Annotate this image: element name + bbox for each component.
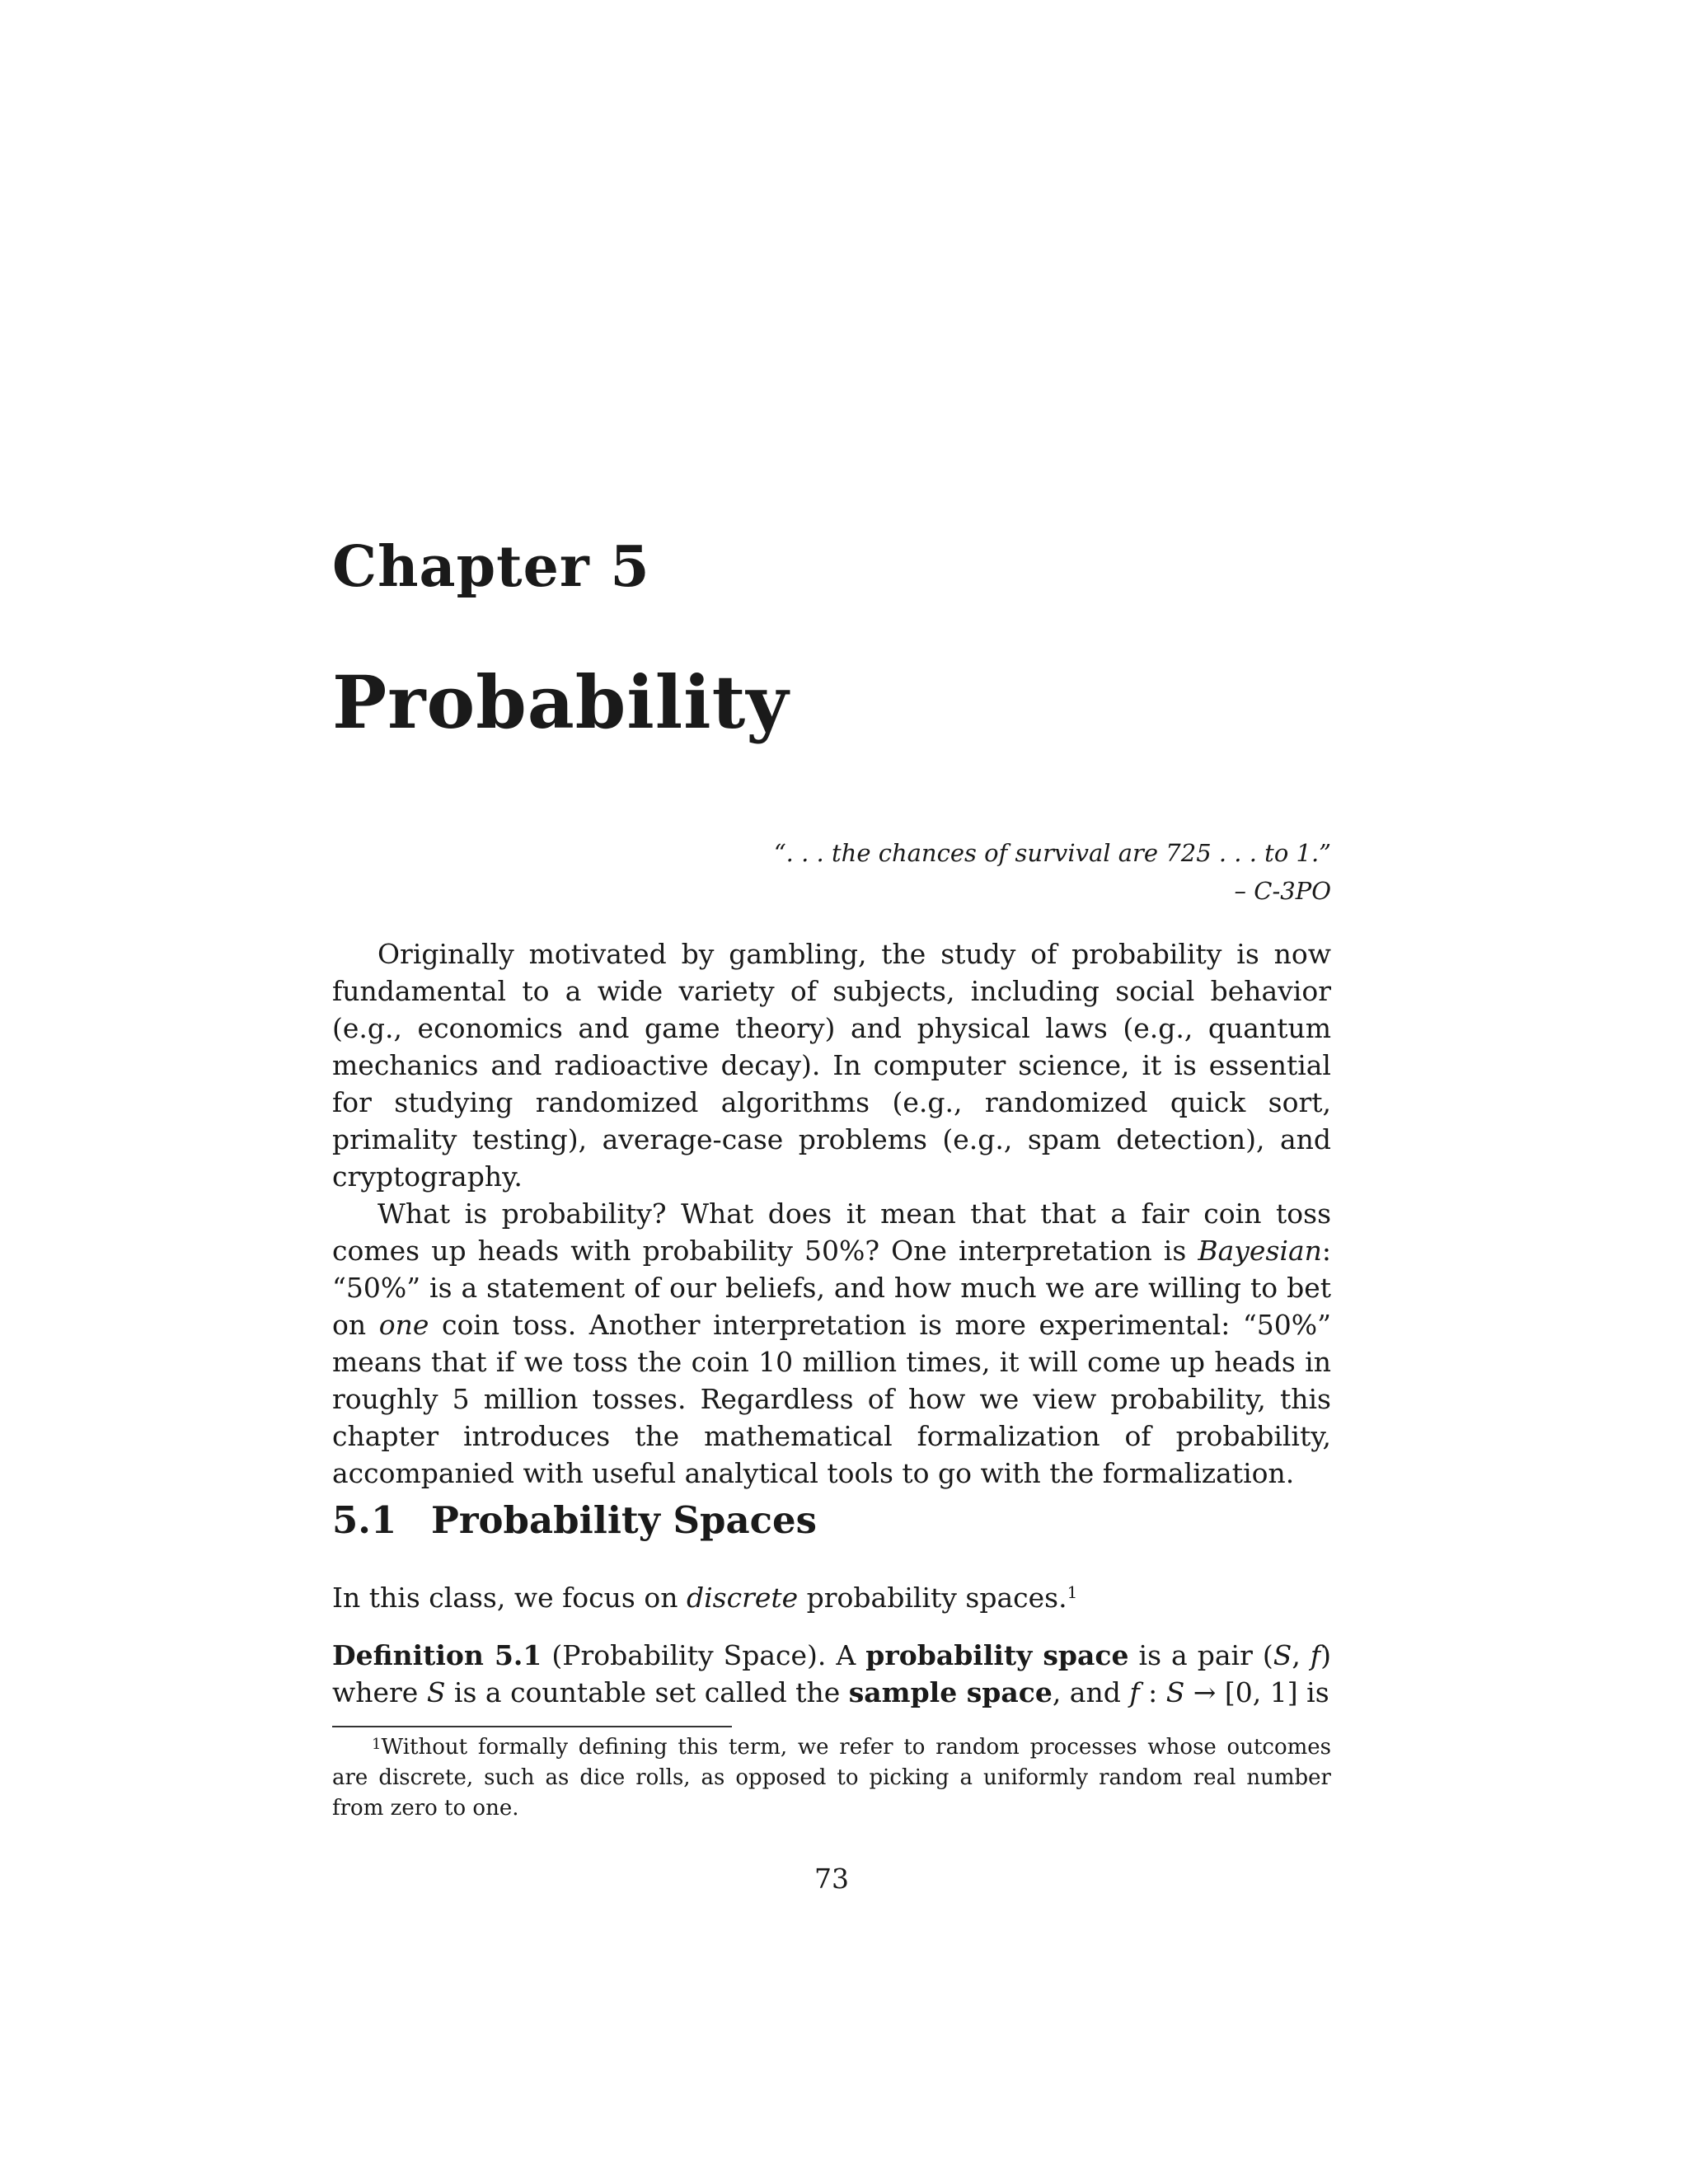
footnote-reference[interactable]: 1 <box>1067 1582 1078 1602</box>
footnote <box>332 1732 1331 1824</box>
page-number: 73 <box>814 1863 849 1895</box>
definition-label: Definition 5.1 <box>332 1639 542 1671</box>
epigraph-attribution: – C-3PO <box>1234 877 1331 905</box>
term-probability-space: probability space <box>865 1639 1129 1671</box>
epigraph <box>774 834 1331 910</box>
footnote-divider <box>332 1726 732 1727</box>
section-heading <box>332 1498 817 1542</box>
section-number: 5.1 <box>332 1498 397 1542</box>
chapter-title: Probability <box>332 659 790 745</box>
definition-name: (Probability Space). <box>542 1639 827 1671</box>
intro-paragraph-2: What is probability? What does it mean that that a fair coin toss comes up heads with probability 50%? One interpretation is Bayesian: “50%” is a statement of our beliefs, and how much we are willing to bet on one coin toss. Another interpretation is more experimental: “50%” means that if we toss the coin 10 million times, it will come up heads in roughly 5 million tosses. Regardless of how we view probability, this chapter introduces the mathematical formalization of probability, accompanied with useful analytical tools to go with the formalization. <box>332 1197 1331 1489</box>
emphasis-discrete: discrete <box>686 1582 799 1614</box>
intro-paragraph-1: Originally motivated by gambling, the study of probability is now fundamental to a wide variety of subjects, including social behavior (e.g., economics and game theory) and physical laws (e.g., quantum mechanics and radioactive decay). In computer science, it is essential for studying randomized algorithms (e.g., randomized quick sort, primality testing), average-case problems (e.g., spam detection), and cryptography. <box>332 938 1331 1193</box>
definition-paragraph: Definition 5.1 (Probability Space). A probability space is a pair (S, f) where S is a countable set called the sample space, and f : S → [0, 1] is <box>332 1639 1331 1708</box>
footnote-mark: 1 <box>372 1736 382 1753</box>
section-title: Probability Spaces <box>431 1498 818 1542</box>
epigraph-quote: “. . . the chances of survival are 725 . . . to 1.” <box>773 839 1331 867</box>
footnote-text: Without formally defining this term, we refer to random processes whose outcomes are discrete, such as dice rolls, as opposed to picking a uniformly random real number from zero to one. <box>332 1735 1331 1821</box>
term-sample-space: sample space <box>848 1676 1053 1708</box>
class-paragraph: In this class, we focus on discrete probability spaces.$^1$ <box>332 1582 1078 1614</box>
intro-text <box>332 935 1331 1492</box>
chapter-label: Chapter 5 <box>332 534 650 600</box>
emphasis-bayesian: Bayesian <box>1198 1235 1322 1267</box>
emphasis-one: one <box>378 1309 429 1341</box>
